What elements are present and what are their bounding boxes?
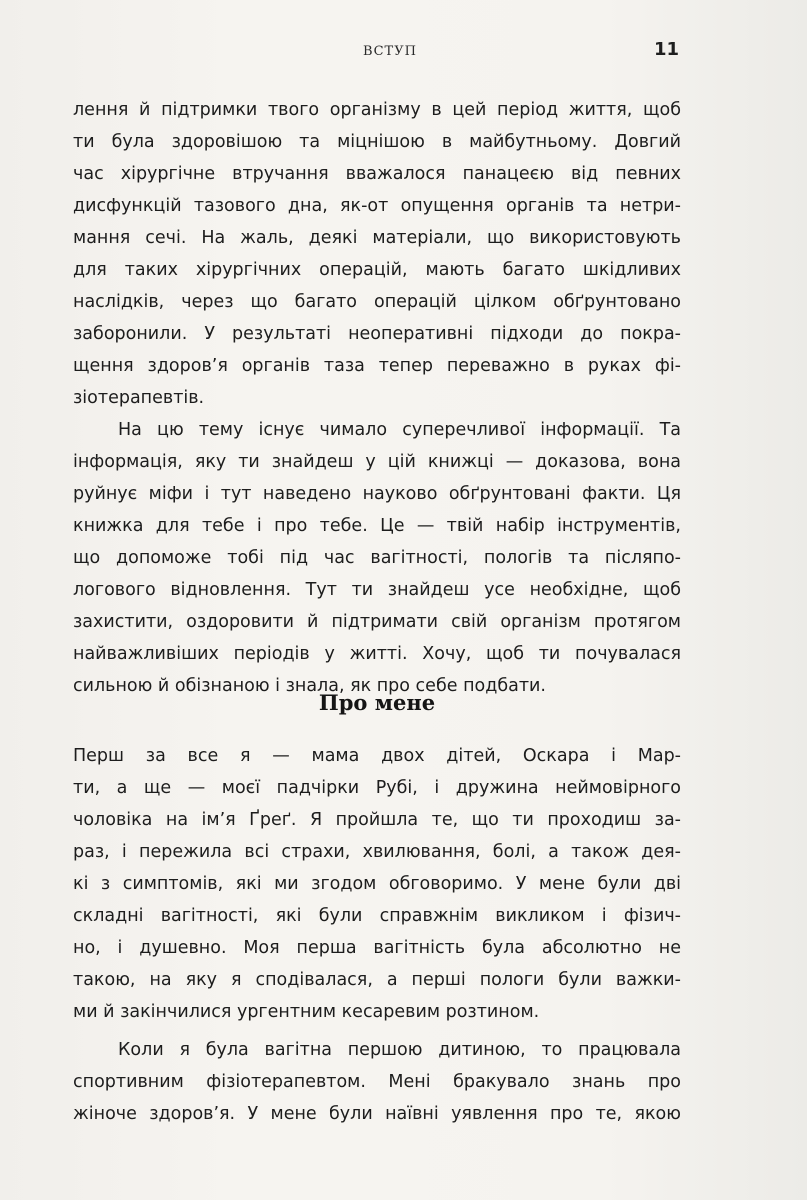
text-line: спортивним фізіотерапевтом. Мені бракувало знань про: [73, 1072, 681, 1092]
text-line: наслідків, через що багато операцій цілком обґрунтовано: [73, 292, 681, 312]
text-line: Коли я була вагітна першою дитиною, то працювала: [118, 1040, 681, 1060]
text-line: інформація, яку ти знайдеш у цій книжці — доказова, вона: [73, 452, 681, 472]
text-line: жіноче здоров’я. У мене були наївні уявлення про те, якою: [73, 1104, 681, 1124]
running-head: ВСТУП: [363, 44, 417, 59]
text-line: дисфункцій тазового дна, як-от опущення органів та нетри-: [73, 196, 681, 216]
text-line: руйнує міфи і тут наведено науково обґрунтовані факти. Ця: [73, 484, 681, 504]
text-line: щення здоров’я органів таза тепер переважно в руках фі-: [73, 356, 681, 376]
text-line: мання сечі. На жаль, деякі матеріали, що використовують: [73, 228, 681, 248]
text-line: чоловіка на ім’я Ґреґ. Я пройшла те, що ти проходиш за-: [73, 810, 681, 830]
text-line: логового відновлення. Тут ти знайдеш усе необхідне, щоб: [73, 580, 681, 600]
text-line: сильною й обізнаною і знала, як про себе подбати.: [73, 676, 546, 696]
text-line: для таких хірургічних операцій, мають багато шкідливих: [73, 260, 681, 280]
text-line: лення й підтримки твого організму в цей період життя, щоб: [73, 100, 681, 120]
text-line: складні вагітності, які були справжнім викликом і фізич-: [73, 906, 681, 926]
text-line: що допоможе тобі під час вагітності, пологів та післяпо-: [73, 548, 681, 568]
page-number: 11: [653, 39, 679, 60]
text-line: кі з симптомів, які ми згодом обговоримо. У мене були дві: [73, 874, 681, 894]
section-heading: Про мене: [318, 690, 436, 715]
text-line: такою, на яку я сподівалася, а перші пологи були важки-: [73, 970, 681, 990]
text-line: найважливіших періодів у житті. Хочу, щоб ти почувалася: [73, 644, 681, 664]
text-line: Перш за все я — мама двох дітей, Оскара і Мар-: [73, 746, 681, 766]
text-line: зіотерапевтів.: [73, 388, 205, 408]
text-line: заборонили. У результаті неоперативні підходи до покра-: [73, 324, 681, 344]
text-line: ти, а ще — моєї падчірки Рубі, і дружина неймовірного: [73, 778, 681, 798]
text-line: ти була здоровішою та міцнішою в майбутньому. Довгий: [73, 132, 681, 152]
text-line: но, і душевно. Моя перша вагітність була абсолютно не: [73, 938, 681, 958]
text-line: ми й закінчилися ургентним кесаревим розтином.: [73, 1002, 540, 1022]
text-line: книжка для тебе і про тебе. Це — твій набір інструментів,: [73, 516, 681, 536]
text-line: На цю тему існує чимало суперечливої інформації. Та: [118, 420, 681, 440]
text-line: час хірургічне втручання вважалося панацеєю від певних: [73, 164, 681, 184]
text-line: раз, і пережила всі страхи, хвилювання, болі, а також дея-: [73, 842, 681, 862]
text-line: захистити, оздоровити й підтримати свій організм протягом: [73, 612, 681, 632]
